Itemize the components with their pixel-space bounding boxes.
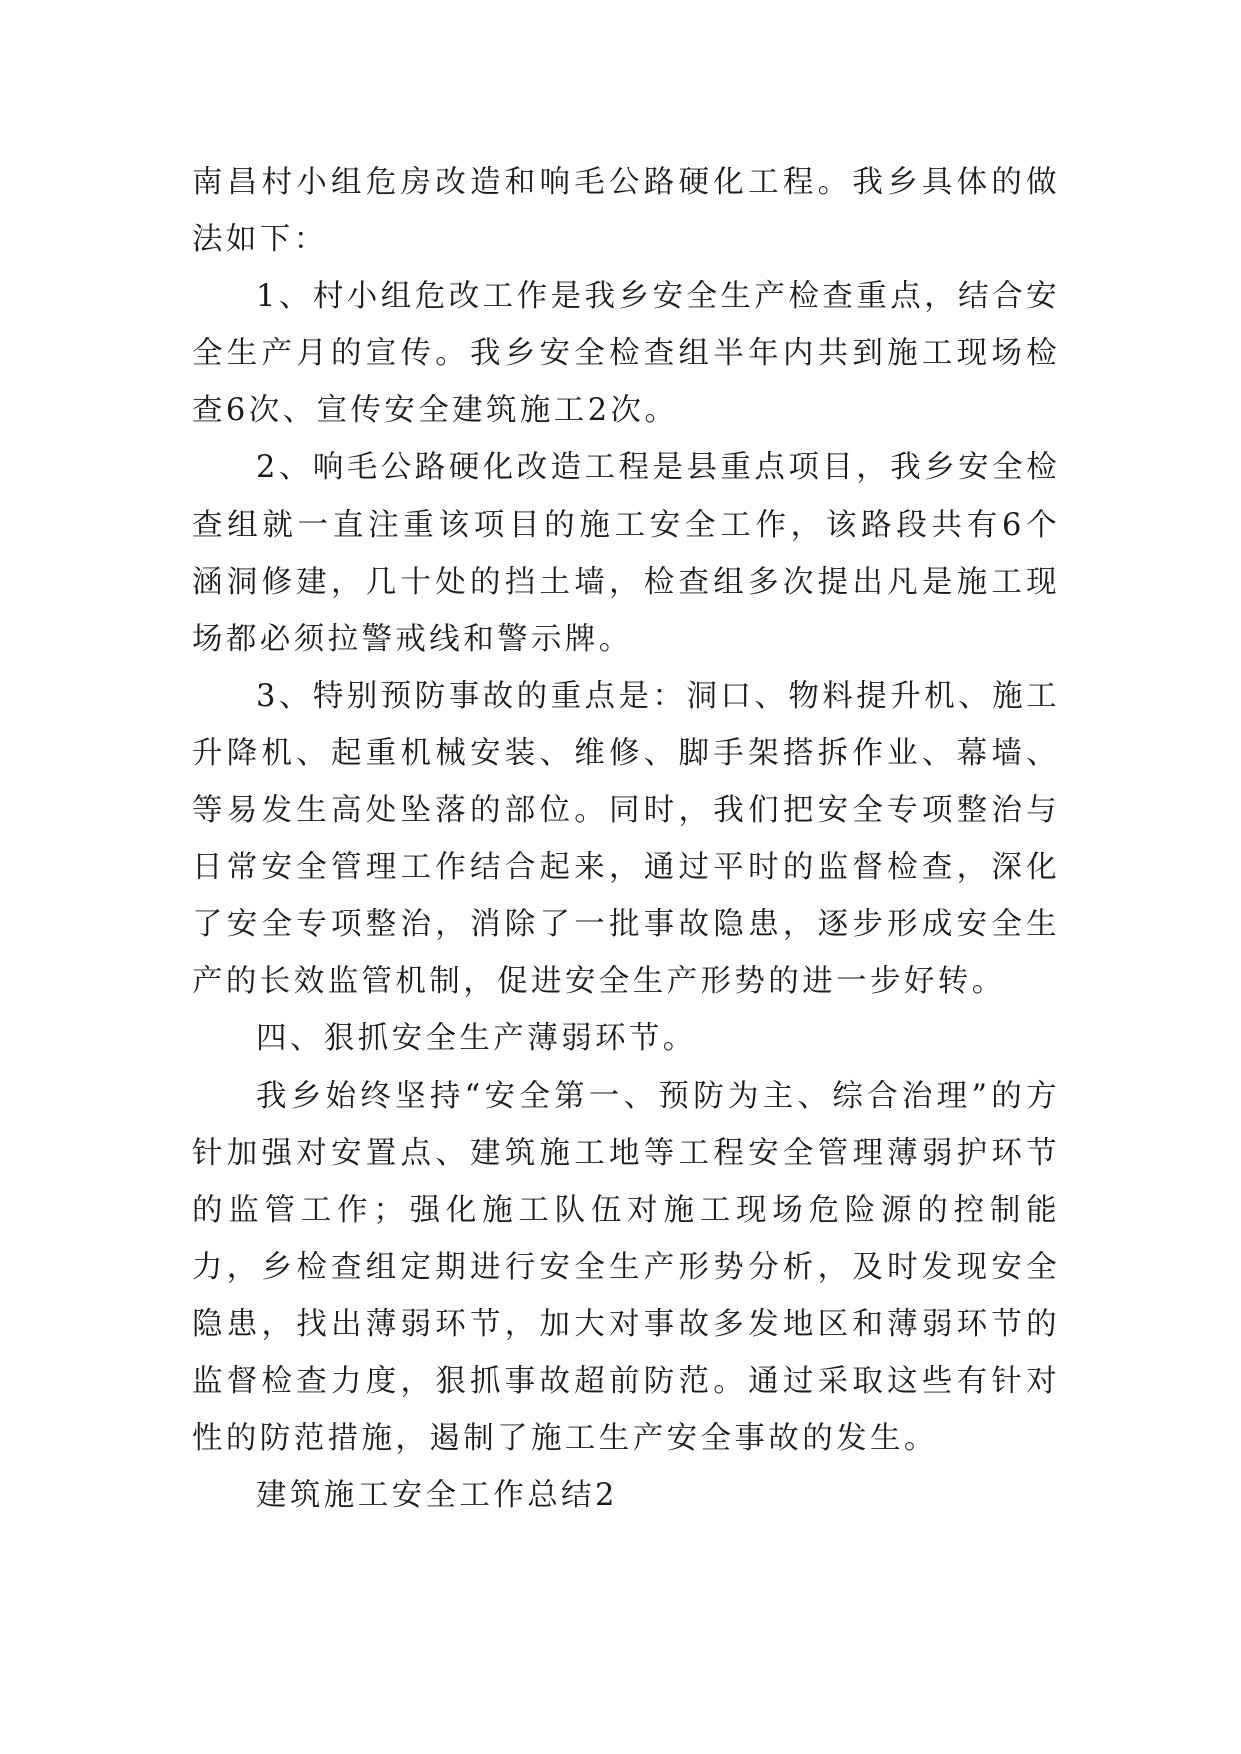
section-heading-4: 四、狠抓安全生产薄弱环节。 xyxy=(256,1021,697,1057)
document-subtitle: 建筑施工安全工作总结2 xyxy=(256,1478,618,1514)
paragraph-item-1: 1、村小组危改工作是我乡安全生产检查重点，结合安全生产月的宣传。我乡安全检查组半年内共到施工现场检查6次、宣传安全建筑施工2次。 xyxy=(192,279,1060,429)
document-body xyxy=(192,154,1060,1524)
paragraph-section-4-body: 我乡始终坚持“安全第一、预防为主、综合治理”的方针加强对安置点、建筑施工地等工程安全管理薄弱护环节的监管工作；强化施工队伍对施工现场危险源的控制能力，乡检查组定期进行安全生产形势分析，及时发现安全隐患，找出薄弱环节，加大对事故多发地区和薄弱环节的监督检查力度，狠抓事故超前防范。通过采取这些有针对性的防范措施，遏制了施工生产安全事故的发生。 xyxy=(192,1078,1060,1457)
paragraph-item-2: 2、响毛公路硬化改造工程是县重点项目，我乡安全检查组就一直注重该项目的施工安全工作，该路段共有6个涵洞修建，几十处的挡土墙，检查组多次提出凡是施工现场都必须拉警戒线和警示牌。 xyxy=(192,450,1060,657)
paragraph-continuation: 南昌村小组危房改造和响毛公路硬化工程。我乡具体的做法如下： xyxy=(192,165,1060,258)
paragraph-item-3: 3、特别预防事故的重点是：洞口、物料提升机、施工升降机、起重机械安装、维修、脚手架搭拆作业、幕墙、等易发生高处坠落的部位。同时，我们把安全专项整治与日常安全管理工作结合起来，通过平时的监督检查，深化了安全专项整治，消除了一批事故隐患，逐步形成安全生产的长效监管机制，促进安全生产形势的进一步好转。 xyxy=(192,678,1060,1000)
